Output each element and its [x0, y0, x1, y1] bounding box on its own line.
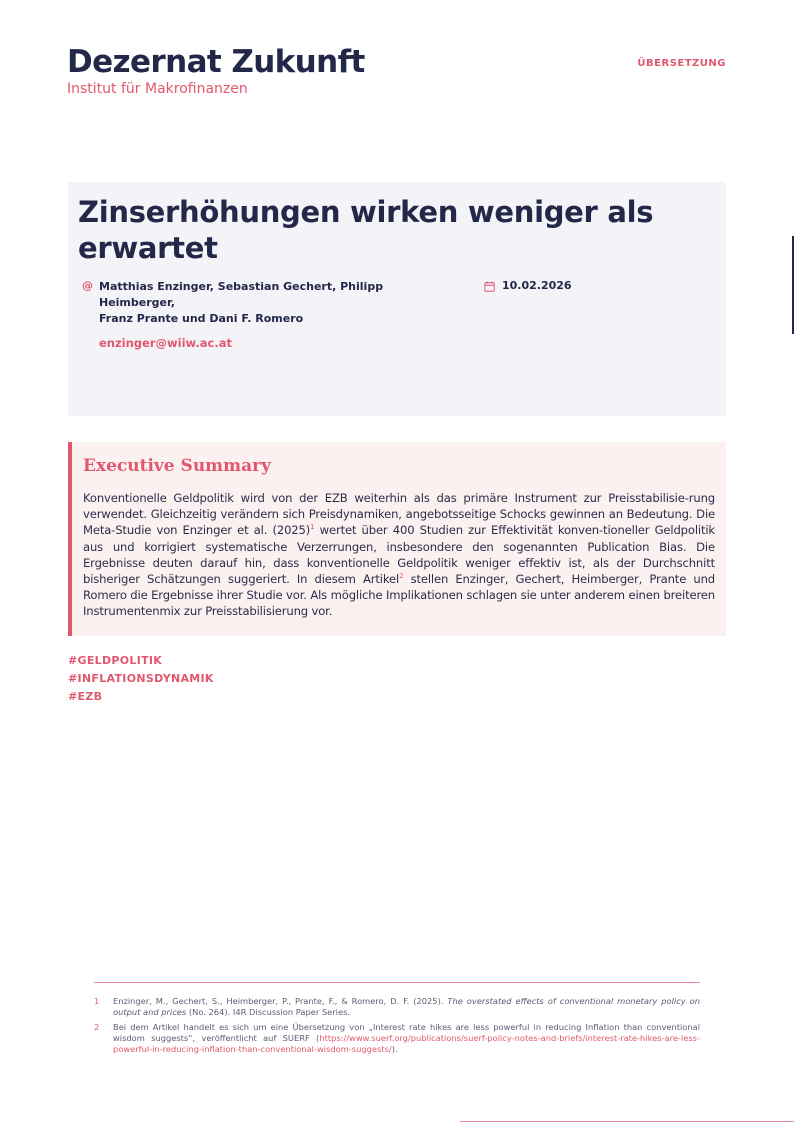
- tag-inflationsdynamik[interactable]: #INFLATIONSDYNAMIK: [68, 672, 214, 685]
- footnote-divider: [94, 982, 700, 983]
- authors: [99, 279, 459, 327]
- tag-geldpolitik[interactable]: #GELDPOLITIK: [68, 654, 163, 667]
- summary-text: [83, 490, 715, 620]
- footnote-ref-2[interactable]: 2: [399, 572, 404, 581]
- document-type-label: ÜBERSETZUNG: [637, 58, 726, 69]
- at-icon: @: [82, 279, 93, 292]
- calendar-icon: [484, 281, 495, 292]
- bottom-divider: [460, 1121, 794, 1122]
- summary-text-part-3: stellen Enzinger, Gechert, Heimberger, Prante und Romero die Ergebnisse ihrer Studie vor. Als mögliche Implikationen schlagen sie unter anderem einen breiteren Instrumentenmix zur Preisstabilisierung vor.: [83, 572, 715, 619]
- footnote-text: Enzinger, M., Gechert, S., Heimberger, P., Prante, F., & Romero, D. F. (2025).: [113, 996, 448, 1006]
- footnote-number: 2: [94, 1022, 100, 1032]
- summary-heading: Executive Summary: [83, 456, 272, 476]
- footnote-link[interactable]: https://www.suerf.org/publications/suerf-policy-notes-and-briefs/interest-rate-hikes-are-less-powerful-in-reducing-inflation-than-conventional-wisdom-suggests/: [113, 1033, 700, 1054]
- title-box: [68, 182, 726, 416]
- footnote-text-end: ).: [391, 1044, 398, 1054]
- executive-summary: [68, 442, 726, 636]
- summary-text-part-1: Konventionelle Geldpolitik wird von der EZB weiterhin als das primäre Instrument zur Preisstabilisie-rung verwendet. Gleichzeitig verändern sich Preisdynamiken, angebotsseitige Schocks gewinnen an Bedeutung. Die Meta-Studie von Enzinger et al. (2025): [83, 491, 715, 538]
- footnote-2: [94, 1022, 700, 1055]
- footnotes: [94, 996, 700, 1059]
- logo: [67, 44, 365, 98]
- tag-list: [68, 652, 214, 706]
- footnote-number: 1: [94, 996, 100, 1006]
- logo-subtitle: Institut für Makrofinanzen: [67, 81, 248, 97]
- authors-line-1: Matthias Enzinger, Sebastian Gechert, Philipp Heimberger,: [99, 280, 384, 309]
- footnote-text-end: (No. 264). I4R Discussion Paper Series.: [186, 1007, 351, 1017]
- authors-line-2: Franz Prante und Dani F. Romero: [99, 312, 304, 325]
- author-email-link[interactable]: enzinger@wiiw.ac.at: [99, 336, 232, 350]
- logo-title: Dezernat Zukunft: [67, 44, 365, 80]
- tag-ezb[interactable]: #EZB: [68, 690, 103, 703]
- publication-date: 10.02.2026: [502, 279, 572, 292]
- footnote-italic-title: The overstated effects of conventional monetary policy on output and prices: [113, 996, 700, 1017]
- article-title: Zinserhöhungen wirken weniger als erwartet: [78, 195, 654, 265]
- footnote-text: Bei dem Artikel handelt es sich um eine Übersetzung von „Interest rate hikes are less powerful in reducing Inflation than conventional wisdom suggests“, veröffentlicht auf SUERF (: [113, 1022, 700, 1043]
- summary-text-part-2: wertet über 400 Studien zur Effektivität konven-tioneller Geldpolitik aus und korrigiert systematische Verzerrungen, insbesondere den sogenannten Publication Bias. Die Ergebnisse deuten darauf hin, dass konventionelle Geldpolitik weniger effektiv ist, als der Durchschnitt bisheriger Schätzungen suggeriert. In diesem Artikel: [83, 523, 715, 587]
- footnote-ref-1[interactable]: 1: [310, 523, 315, 532]
- footnote-1: [94, 996, 700, 1018]
